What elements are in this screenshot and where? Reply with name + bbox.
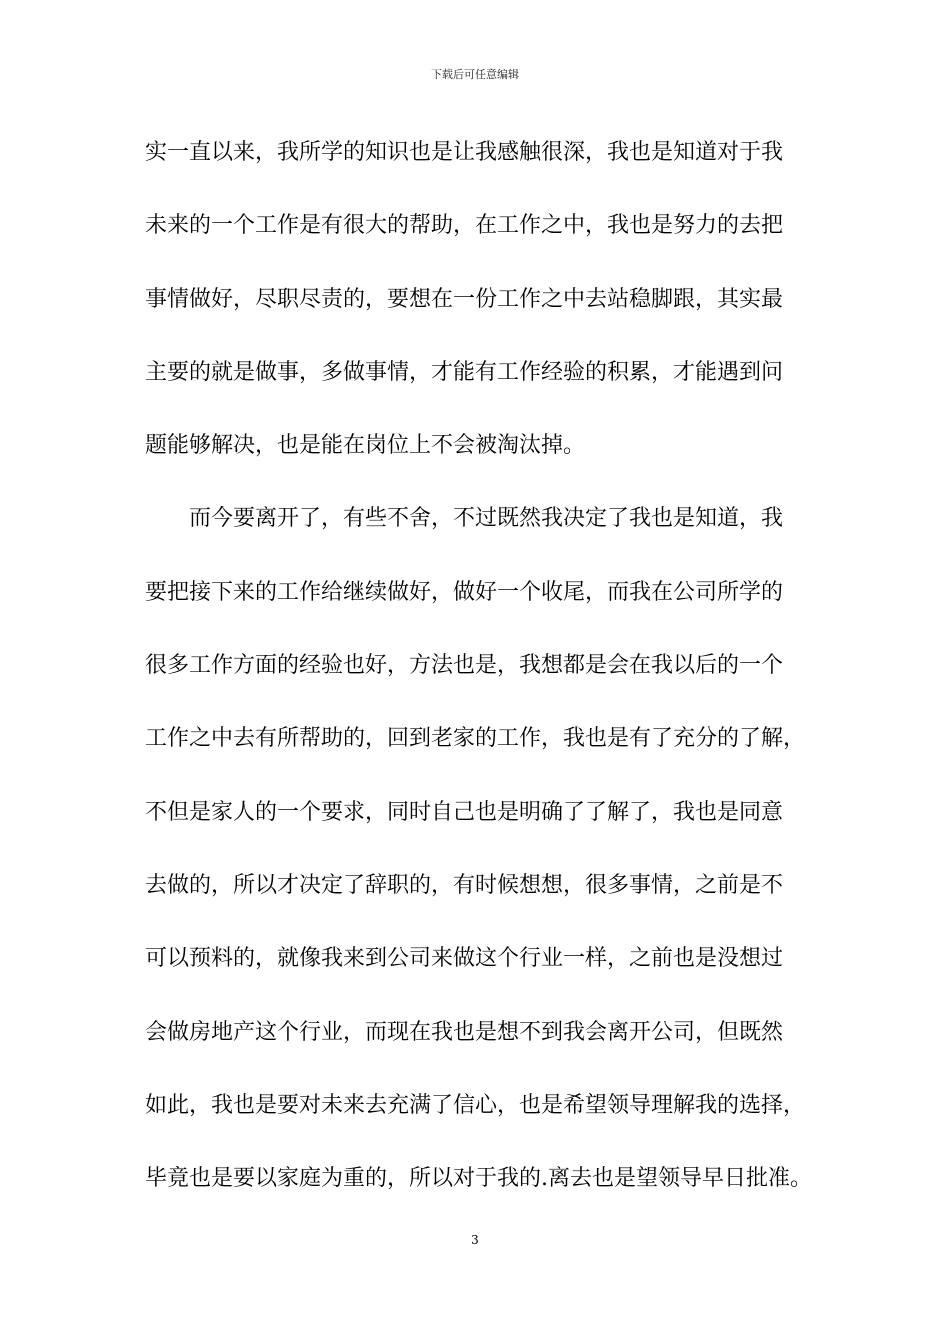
text-line: 工作之中去有所帮助的，回到老家的工作，我也是有了充分的了解， — [145, 726, 806, 752]
page-number: 3 — [471, 1233, 479, 1247]
text-line: 很多工作方面的经验也好，方法也是，我想都是会在我以后的一个 — [145, 653, 784, 679]
text-line: 毕竟也是要以家庭为重的，所以对于我的.离去也是望领导早日批准。 — [145, 1166, 812, 1192]
text-line: 事情做好，尽职尽责的，要想在一份工作之中去站稳脚跟，其实最 — [145, 286, 784, 312]
text-line: 去做的，所以才决定了辞职的，有时候想想，很多事情，之前是不 — [145, 872, 784, 898]
text-line: 主要的就是做事，多做事情，才能有工作经验的积累，才能遇到问 — [145, 359, 784, 385]
text-line: 题能够解决，也是能在岗位上不会被淘汰掉。 — [145, 433, 586, 459]
text-line: 实一直以来，我所学的知识也是让我感触很深，我也是知道对于我 — [145, 140, 784, 165]
text-line: 可以预料的，就像我来到公司来做这个行业一样，之前也是没想过 — [145, 946, 784, 972]
text-line: 会做房地产这个行业，而现在我也是想不到我会离开公司，但既然 — [145, 1019, 784, 1045]
paragraph-start-line: 而今要离开了，有些不舍，不过既然我决定了我也是知道，我 — [189, 506, 784, 532]
text-line: 如此，我也是要对未来去充满了信心，也是希望领导理解我的选择， — [145, 1092, 806, 1118]
text-line: 未来的一个工作是有很大的帮助，在工作之中，我也是努力的去把 — [145, 213, 784, 239]
body-text — [145, 138, 845, 1237]
text-line: 不但是家人的一个要求，同时自己也是明确了了解了，我也是同意 — [145, 799, 784, 825]
text-line: 要把接下来的工作给继续做好，做好一个收尾，而我在公司所学的 — [145, 579, 784, 605]
page-header: 下载后可任意编辑 — [431, 68, 519, 81]
